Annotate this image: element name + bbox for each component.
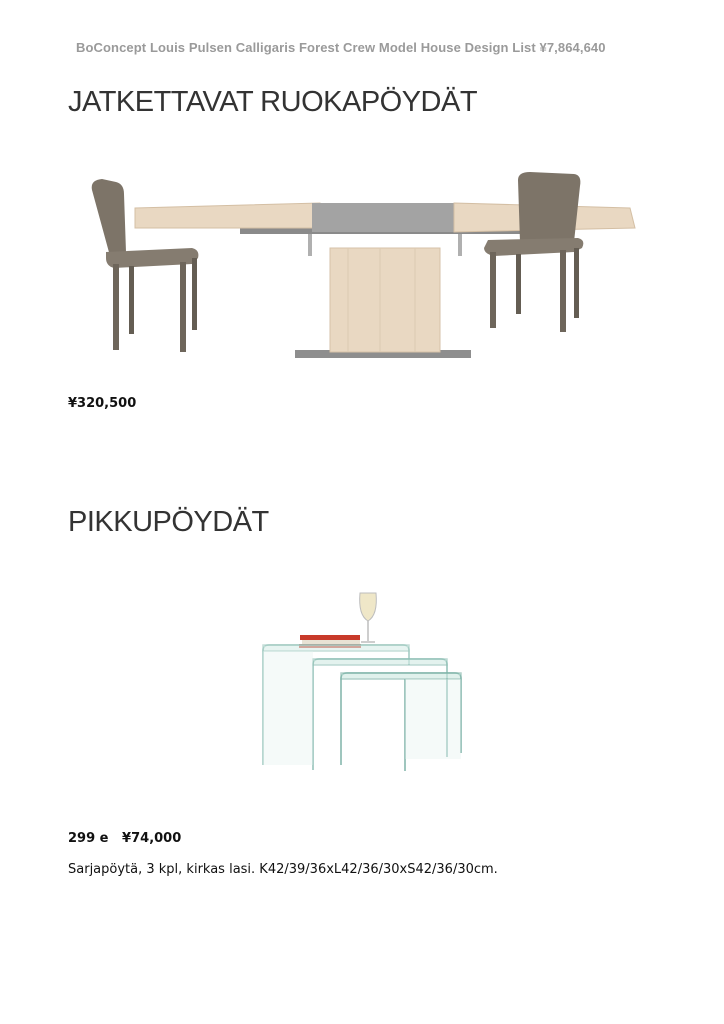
nesting-tables-image: [255, 585, 475, 780]
table-extension-leaf: [312, 203, 456, 232]
dining-table-image: [80, 160, 650, 360]
left-chair-image: [92, 179, 199, 352]
section-title-side-tables: PIKKUPÖYDÄT: [68, 506, 269, 538]
table-pedestal: [330, 248, 440, 352]
dining-table-price: ¥320,500: [68, 396, 137, 411]
section-title-extendable-dining-tables: JATKETTAVAT RUOKAPÖYDÄT: [68, 86, 478, 118]
side-tables-description: Sarjapöytä, 3 kpl, kirkas lasi. K42/39/36xL42/36/30xS42/36/30cm.: [68, 862, 498, 877]
side-tables-price: 299 e ¥74,000: [68, 831, 182, 846]
wine-glass-image: [360, 593, 377, 642]
page-header: BoConcept Louis Pulsen Calligaris Forest Crew Model House Design List ¥7,864,640: [76, 40, 606, 55]
right-chair-image: [484, 172, 583, 332]
table-top-left-leaf: [135, 203, 320, 228]
